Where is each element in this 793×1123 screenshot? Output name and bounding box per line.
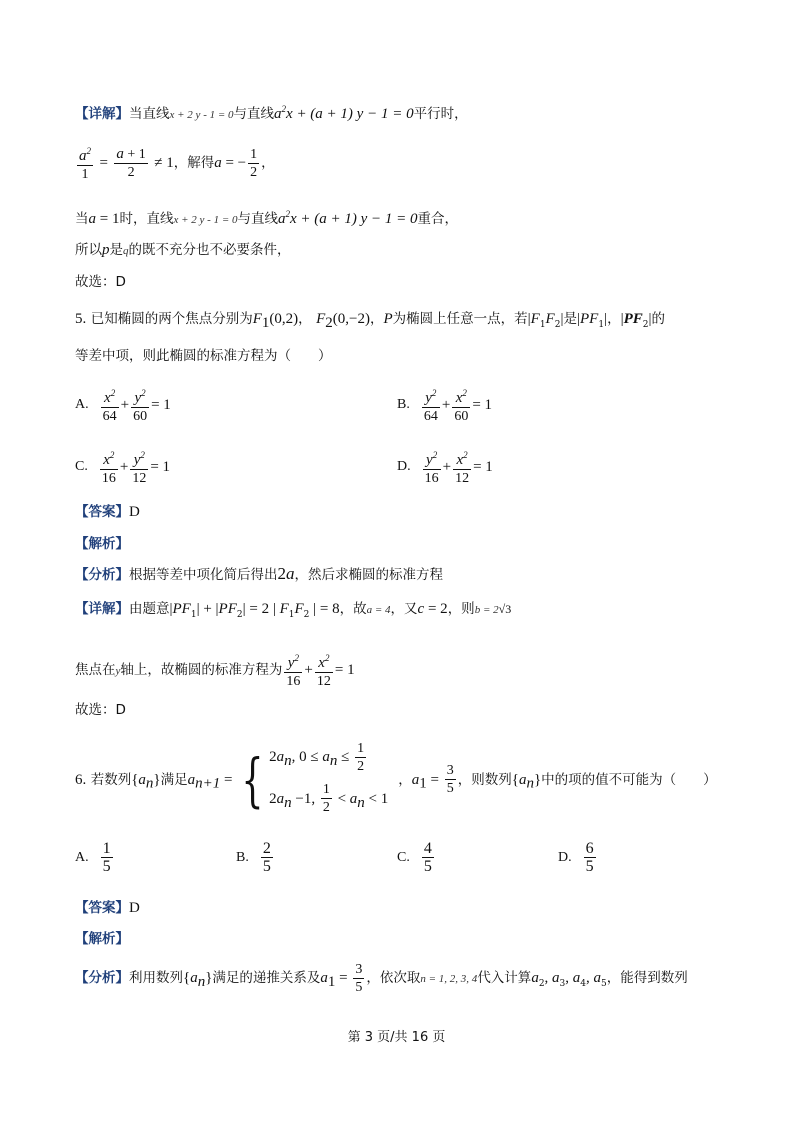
q5-detail: 【详解】由题意$|PF_1| + |PF_2| = 2$ | $F_1F_2$ | = 8，故a = 4，又c = 2，则b = 2√3	[75, 601, 512, 620]
math-line2: $a^2x + (a + 1) y - 1 = 0$	[274, 104, 414, 122]
q6-analysis: 【解析】	[75, 931, 129, 947]
detail-line-1: 【详解】当直线x + 2 y - 1 = 0与直线$a^2x + (a + 1) y - 1 = 0$平行时，	[75, 104, 468, 122]
detail-line-3: 当a = 1时，直线x + 2 y - 1 = 0与直线$a^2x + (a + 1) y - 1 = 0$重合，	[75, 209, 459, 227]
detail-line-4: 所以p是q的既不充分也不必要条件，	[75, 242, 291, 258]
q5-focus-line: 焦点在y轴上，故椭圆的标准方程为 $\frac{y^2}{16}$ + $\frac{x^2}{12}$ = 1	[75, 650, 355, 690]
q5-stem-line-2: 等差中项，则此椭圆的标准方程为（ ）	[75, 348, 332, 364]
q6-option-c: C. $\frac{4}{5}$	[397, 840, 432, 875]
q5-option-c: C. $\frac{x^2}{16}$ + $\frac{y^2}{12}$ = 1	[75, 447, 170, 487]
detail-line-2: $\frac{a^2}{1}$ = $\frac{a + 1}{2}$ ≠ 1，解得a = − $\frac{1}{2}$ ，	[75, 143, 275, 183]
q5-fenxi: 【分析】根据等差中项化简后得出2a，然后求椭圆的标准方程	[75, 564, 443, 583]
q5-option-d: D. $\frac{y^2}{16}$ + $\frac{x^2}{12}$ = 1	[397, 447, 493, 487]
q5-option-a: A. $\frac{x^2}{64}$ + $\frac{y^2}{60}$ = 1	[75, 385, 171, 425]
q6-fenxi: 【分析】利用数列$\{a_n\}$满足的递推关系及$a_1$ = $\frac{3}{5}$ ，依次取n = 1, 2, 3, 4代入计算$a_2$, $a_3$, $a_4$, $a_5$，能得到数列	[75, 961, 688, 995]
q6-option-d: D. $\frac{6}{5}$	[558, 840, 594, 875]
q6-answer: 【答案】D	[75, 900, 140, 916]
q6-option-b: B. $\frac{2}{5}$	[236, 840, 271, 875]
page-footer: 第 3 页/共 16 页	[347, 1030, 446, 1045]
q5-select: 故选：D	[75, 702, 126, 718]
q5-analysis: 【解析】	[75, 536, 129, 552]
q5-answer: 【答案】D	[75, 504, 140, 520]
q6-stem: 6. 若数列$\{a_n\}$满足$a_{n+1}$ = { $2a_n$, $0 \le a_n$ ≤ $\frac{1}{2}$ $2a_n -1$, $\frac{1}{2}$ < $a_n < 1$ ，$a_1$ = $\frac{3}{5}$ ，则数列$\{a_n\}$中的项的值不可能为（ ）	[75, 740, 717, 816]
select-line-1: 故选：D	[75, 274, 126, 290]
q5-option-b: B. $\frac{y^2}{64}$ + $\frac{x^2}{60}$ = 1	[397, 385, 492, 425]
q5-stem-line-1: 5. 已知椭圆的两个焦点分别为$F_1(0,2)$， $F_2(0,-2)$，P为椭圆上任意一点，若$|F_1F_2|$是$|PF_1|$，$|PF_2|$的	[75, 311, 665, 331]
detail-tag: 【详解】	[75, 106, 129, 122]
q6-option-a: A. $\frac{1}{5}$	[75, 840, 111, 875]
